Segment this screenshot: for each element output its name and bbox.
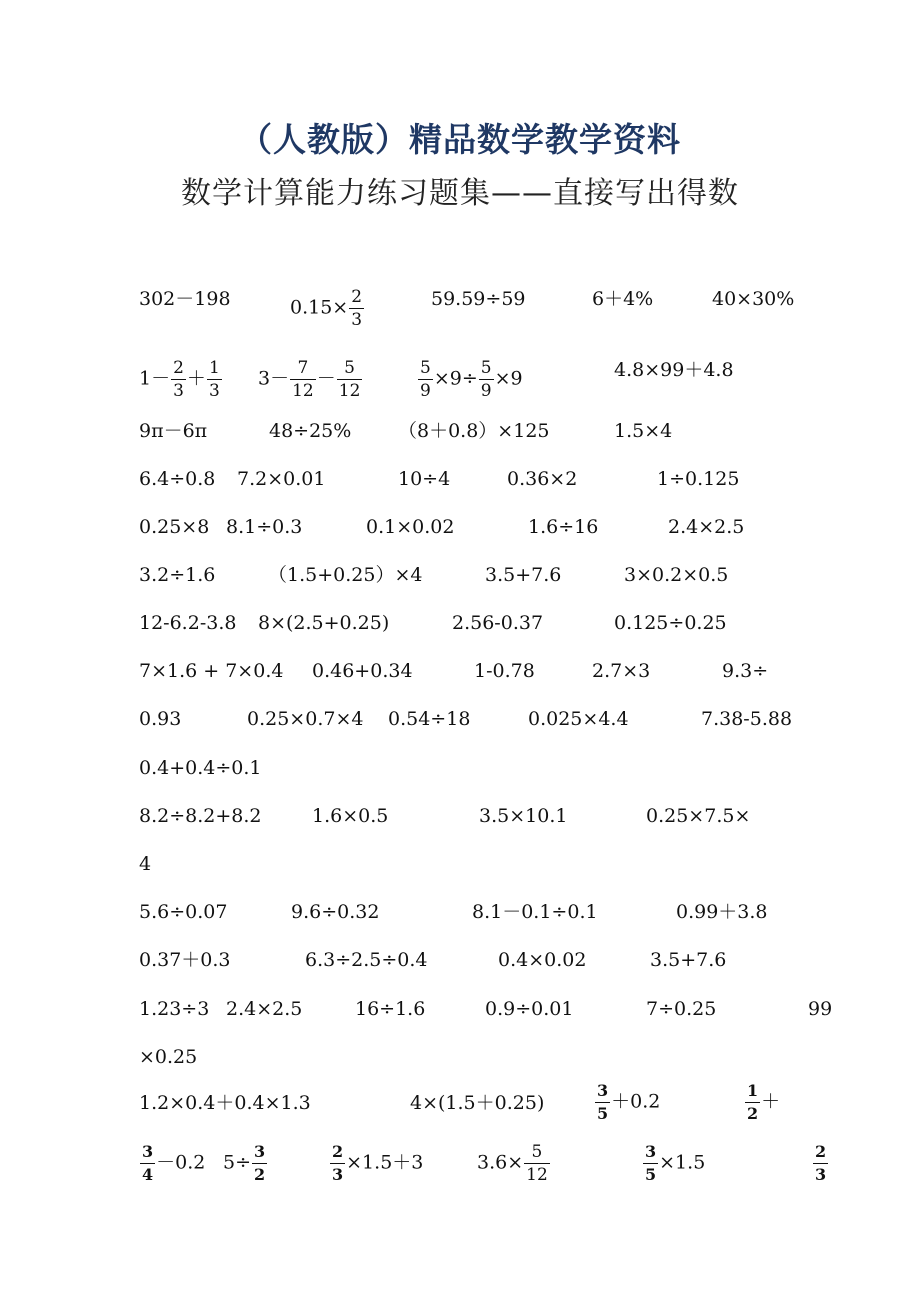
problem: 4.8×99＋4.8 (614, 359, 734, 381)
problem (329, 1142, 423, 1185)
problem-text: 3.6× (477, 1151, 524, 1174)
fraction (349, 287, 364, 330)
numerator: 1 (208, 358, 220, 378)
problem: 0.4×0.02 (498, 949, 587, 971)
problem: 8.1－0.1÷0.1 (472, 901, 598, 923)
problem-text: ＋ (186, 367, 206, 390)
denominator: 3 (351, 310, 363, 330)
problem (258, 358, 363, 401)
problem: （1.5+0.25）×4 (268, 564, 423, 586)
denominator: 3 (332, 1165, 344, 1184)
problem: 2.4×2.5 (668, 516, 745, 538)
problem: 0.99＋3.8 (676, 901, 768, 923)
problem: 1.6÷16 (528, 516, 599, 538)
numerator: 5 (337, 358, 363, 380)
problem: 9.3÷ (722, 660, 769, 682)
problem: 2.7×3 (592, 660, 651, 682)
fraction (330, 1142, 345, 1185)
problem: 3.5×10.1 (479, 805, 568, 827)
problem: 0.54÷18 (388, 708, 471, 730)
fraction (595, 1081, 610, 1124)
fraction (290, 358, 316, 401)
problem (223, 1142, 268, 1185)
numerator: 3 (595, 1081, 610, 1103)
numerator: 5 (480, 358, 492, 378)
problem: （8＋0.8）×125 (398, 420, 550, 442)
problem: 7.2×0.01 (237, 468, 326, 490)
problem: 4 (139, 853, 152, 875)
fraction (337, 358, 363, 401)
problem: 8.1÷0.3 (226, 516, 303, 538)
fraction (252, 1142, 267, 1185)
problem: 40×30% (712, 288, 795, 310)
denominator: 2 (747, 1104, 759, 1123)
numerator: 2 (813, 1142, 828, 1164)
problem: 9π－6π (139, 420, 208, 442)
denominator: 2 (254, 1165, 266, 1184)
problem: 0.4+0.4÷0.1 (139, 757, 262, 779)
problem: 1.2×0.4＋0.4×1.3 (139, 1092, 311, 1114)
denominator: 3 (815, 1165, 827, 1184)
problem: 7.38-5.88 (701, 708, 793, 730)
denominator: 12 (338, 381, 361, 401)
problem: 0.1×0.02 (366, 516, 455, 538)
denominator: 9 (420, 381, 431, 401)
page-title: （人教版）精品数学教学资料 (239, 120, 681, 159)
problem: 0.25×0.7×4 (247, 708, 364, 730)
fraction (418, 358, 433, 401)
problem (812, 1142, 829, 1185)
problem: 2.56-0.37 (452, 612, 544, 634)
numerator: 2 (173, 358, 184, 378)
problem: 3×0.2×0.5 (624, 564, 729, 586)
numerator: 2 (330, 1142, 345, 1164)
fraction (479, 358, 494, 401)
fraction (745, 1081, 760, 1124)
problem: 59.59÷59 (431, 288, 526, 310)
problem: 0.37＋0.3 (139, 949, 231, 971)
problem-text: －0.2 (156, 1151, 206, 1174)
problem: ×0.25 (139, 1046, 198, 1068)
problem: 1.6×0.5 (312, 805, 389, 827)
fraction (643, 1142, 658, 1185)
problem: 302－198 (139, 288, 231, 310)
denominator: 5 (597, 1104, 609, 1123)
problem (744, 1081, 780, 1124)
numerator: 3 (140, 1142, 155, 1164)
numerator: 3 (643, 1142, 658, 1164)
problem (417, 358, 523, 401)
problem (139, 1142, 205, 1185)
problem: 10÷4 (398, 468, 451, 490)
problem-text: 3－ (258, 367, 290, 390)
numerator: 3 (252, 1142, 267, 1164)
problem: 2.4×2.5 (226, 998, 303, 1020)
problem: 3.5+7.6 (485, 564, 562, 586)
problem-text: ＋0.2 (611, 1090, 661, 1113)
problem: 6.3÷2.5÷0.4 (305, 949, 428, 971)
problem-text: ＋ (761, 1090, 781, 1113)
problem-text: ×1.5 (659, 1151, 706, 1174)
problem: 6＋4% (592, 288, 654, 310)
problem: 7×1.6 + 7×0.4 (139, 660, 284, 682)
problem (642, 1142, 705, 1185)
problem: 7÷0.25 (646, 998, 717, 1020)
denominator: 12 (292, 381, 314, 401)
problem-text: ×1.5＋3 (346, 1151, 424, 1174)
problem: 8×(2.5+0.25) (258, 612, 390, 634)
problem: 0.36×2 (507, 468, 578, 490)
numerator: 5 (420, 358, 431, 378)
problem: 48÷25% (269, 420, 352, 442)
fraction (524, 1142, 550, 1185)
problem: 6.4÷0.8 (139, 468, 216, 490)
problem: 5.6÷0.07 (139, 901, 228, 923)
problem: 0.93 (139, 708, 182, 730)
problem: 0.25×8 (139, 516, 210, 538)
numerator: 2 (351, 287, 363, 307)
problem: 16÷1.6 (355, 998, 426, 1020)
problem (594, 1081, 660, 1124)
problem: 0.46+0.34 (312, 660, 413, 682)
problem (290, 287, 365, 330)
denominator: 5 (645, 1165, 657, 1184)
problem: 99 (808, 998, 833, 1020)
numerator: 5 (524, 1142, 550, 1164)
denominator: 3 (173, 381, 184, 401)
problem: 1÷0.125 (657, 468, 740, 490)
fraction (813, 1142, 828, 1185)
fraction (207, 358, 222, 401)
problem: 9.6÷0.32 (291, 901, 380, 923)
fraction (140, 1142, 155, 1185)
denominator: 12 (526, 1165, 548, 1185)
problem-text: － (316, 367, 336, 390)
page-subtitle: 数学计算能力练习题集——直接写出得数 (181, 176, 739, 211)
problem: 0.125÷0.25 (614, 612, 727, 634)
problem-text: ×9÷ (433, 367, 478, 390)
problem: 0.025×4.4 (528, 708, 629, 730)
denominator: 4 (142, 1165, 154, 1184)
denominator: 3 (208, 381, 220, 401)
denominator: 9 (480, 381, 492, 401)
problem-text: ×9 (494, 367, 523, 390)
problem: 0.9÷0.01 (485, 998, 574, 1020)
problem (477, 1142, 551, 1185)
numerator: 7 (290, 358, 316, 380)
problem: 0.25×7.5× (646, 805, 751, 827)
fraction (171, 358, 186, 401)
problem: 8.2÷8.2+8.2 (139, 805, 262, 827)
problem: 3.5+7.6 (650, 949, 727, 971)
problem (139, 358, 223, 401)
problem: 12-6.2-3.8 (139, 612, 237, 634)
numerator: 1 (745, 1081, 760, 1103)
problem: 4×(1.5＋0.25) (410, 1092, 545, 1114)
problem: 1-0.78 (474, 660, 535, 682)
problem: 3.2÷1.6 (139, 564, 216, 586)
problem-text: 5÷ (223, 1151, 252, 1174)
problem-text: 1－ (139, 367, 171, 390)
problem: 1.5×4 (614, 420, 673, 442)
problem-text: 0.15× (290, 296, 349, 319)
problem: 1.23÷3 (139, 998, 210, 1020)
